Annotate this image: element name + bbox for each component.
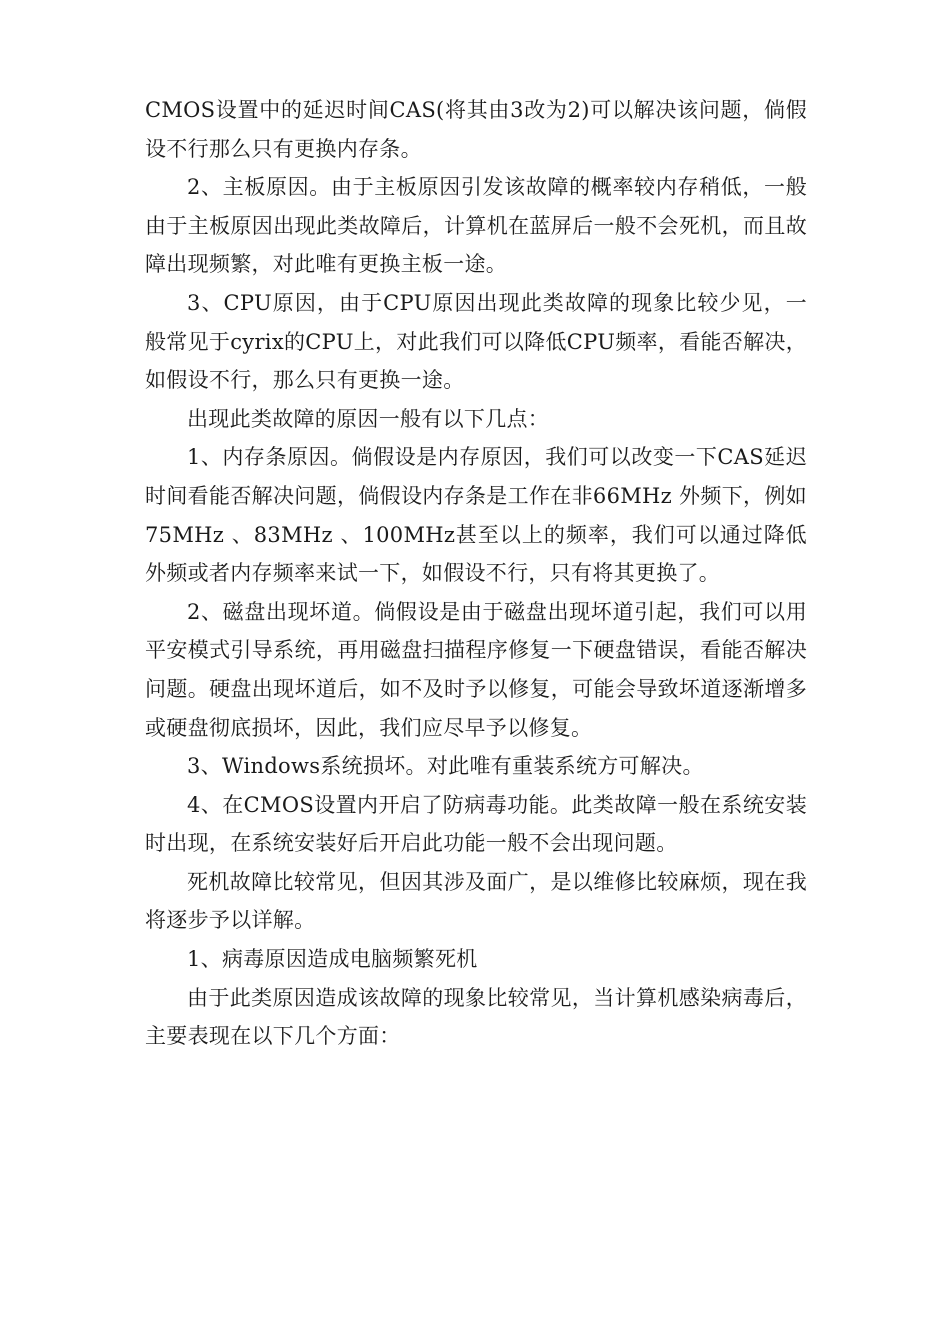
paragraph-freeze-overview: 死机故障比较常见，但因其涉及面广，是以维修比较麻烦，现在我将逐步予以详解。 (145, 869, 807, 933)
paragraph-disk-bad-sectors: 2、磁盘出现坏道。倘假设是由于磁盘出现坏道引起，我们可以用平安模式引导系统，再用磁盘扫描程序修复一下硬盘错误，看能否解决问题。硬盘出现坏道后，如不及时予以修复，可能会导致坏道逐渐增多或硬盘彻底损坏，因此，我们应尽早予以修复。 (145, 599, 807, 740)
paragraph-virus-symptoms-intro: 由于此类原因造成该故障的现象比较常见，当计算机感染病毒后，主要表现在以下几个方面： (145, 985, 807, 1049)
paragraph-cpu-cause: 3、CPU原因，由于CPU原因出现此类故障的现象比较少见，一般常见于cyrix的CPU上，对此我们可以降低CPU频率，看能否解决，如假设不行，那么只有更换一途。 (145, 290, 807, 393)
paragraph-motherboard-cause: 2、主板原因。由于主板原因引发该故障的概率较内存稍低，一般由于主板原因出现此类故障后，计算机在蓝屏后一般不会死机，而且故障出现频繁，对此唯有更换主板一途。 (145, 175, 807, 277)
section-heading-virus-cause: 1、病毒原因造成电脑频繁死机 (187, 947, 478, 972)
document-body (145, 91, 807, 1056)
paragraph-windows-damage: 3、Windows系统损坏。对此唯有重装系统方可解决。 (187, 754, 704, 779)
paragraph-causes-intro: 出现此类故障的原因一般有以下几点： (187, 406, 550, 431)
paragraph-cmos-antivirus: 4、在CMOS设置内开启了防病毒功能。此类故障一般在系统安装时出现，在系统安装好后开启此功能一般不会出现问题。 (145, 792, 807, 856)
paragraph-cmos-cas-continuation: CMOS设置中的延迟时间CAS(将其由3改为2)可以解决该问题，倘假设不行那么只有更换内存条。 (145, 98, 807, 161)
paragraph-memory-cause: 1、内存条原因。倘假设是内存原因，我们可以改变一下CAS延迟时间看能否解决问题，倘假设内存条是工作在非66MHz 外频下，例如75MHz 、83MHz 、100MHz甚至以上的频率，我们可以通过降低外频或者内存频率来试一下，如假设不行，只有将其更换了。 (145, 445, 807, 586)
